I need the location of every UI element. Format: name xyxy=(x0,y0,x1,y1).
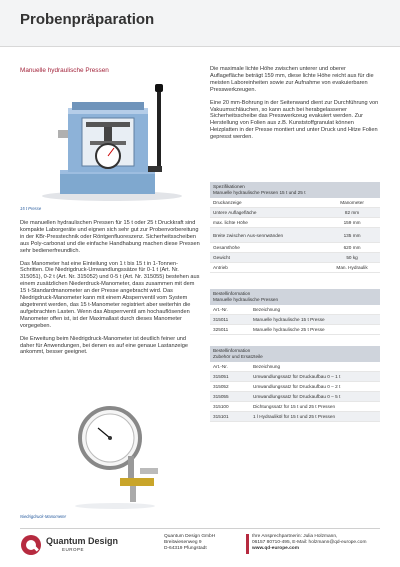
table-row xyxy=(210,208,380,218)
accessories-table-title: Bestellinformation xyxy=(213,348,251,353)
left-paragraph-3: Die Erweitung beim Niedrigdruck-Manometer ist deutlich feiner und daher für Anwendungen, bei denen es auf eine genaue Lastanzeige ankommt, besser geeignet. xyxy=(20,335,188,356)
footer-divider xyxy=(20,528,380,529)
spec-table-header xyxy=(210,182,380,198)
gauge-caption: Niedrigdruck-Manometer xyxy=(20,514,67,519)
order-table xyxy=(210,289,380,335)
article-description: Manuelle hydraulische 25 t Presse xyxy=(250,325,380,335)
right-paragraph-1: Die maximale lichte Höhe zwischen unterer und oberer Auflagefläche beträgt 159 mm, diese lichte Höhe reicht aus für die meisten Laboreinheiten sowie zur Aufnahme von evakuierbaren Presswerkzeugen. xyxy=(210,66,374,93)
contact-line: 06157 80710-495, E-Mail: holzmann@qd-europe.com xyxy=(252,540,367,546)
website-link[interactable]: www.qd-europe.com xyxy=(252,546,299,552)
spec-table-subtitle: Manuelle hydraulische Pressen 15 t und 25 t xyxy=(213,190,306,195)
logo-text: Quantum Design xyxy=(46,536,119,546)
left-paragraph-1: Die manuellen hydraulischen Pressen für 15 t oder 25 t Druckkraft sind kompakte Laborgeräte und eignen sich sehr gut zur Probenvorbereitung in der KBr-Presstechnik oder Röntgenfluoreszenz. Sicherheitsscheiben aus Poly-carbonat und die einfache Handhabung machen diese Pressen sehr bedienerfreundlich. xyxy=(20,220,200,254)
article-description: Umwandlungssatz für Druckaufbau 0 – 5 t xyxy=(250,392,380,402)
column-header: Art.-Nr. xyxy=(210,362,250,372)
table-row xyxy=(210,372,380,382)
table-header-row xyxy=(210,362,380,372)
spec-label: Untere Auflagefläche xyxy=(210,208,324,218)
table-row xyxy=(210,218,380,228)
article-description: Manuelle hydraulische 15 t Presse xyxy=(250,315,380,325)
table-row xyxy=(210,392,380,402)
right-body-text xyxy=(210,66,380,147)
table-header-row xyxy=(210,305,380,315)
photo-caption: 15 t Presse xyxy=(20,206,42,211)
order-table-subtitle: Manuelle hydraulische Pressen xyxy=(213,297,279,302)
logo-icon xyxy=(20,534,42,556)
page-title: Probenpräparation xyxy=(20,11,155,28)
article-number: 315100 xyxy=(210,402,250,412)
spec-table-title: Spezifikationen xyxy=(213,184,245,189)
column-header: Bezeichnung xyxy=(250,362,380,372)
table-row xyxy=(210,402,380,412)
article-description: 1 l Hydrauliköl für 15 t und 25 t Pressen xyxy=(250,412,380,422)
spec-label: max. lichte Höhe xyxy=(210,218,324,228)
section-title: Manuelle hydraulische Pressen xyxy=(20,67,109,74)
spec-value: 159 mm xyxy=(324,218,380,228)
right-paragraph-2: Eine 20 mm-Bohrung in der Seitenwand dient zur Durchführung von Vakuumschläuchen, so kann auch bei herabgelassener Sicherheitsscheibe das Presswerkzeug evakuiert werden. Zur Herstellung von Folien aus z.B. Kunststoffgranulat können Heizplatten in der Presse montiert und unter Druck und Hitze Folien gepresst werden. xyxy=(210,99,379,141)
table-row xyxy=(210,315,380,325)
article-number: 315055 xyxy=(210,392,250,402)
table-row xyxy=(210,412,380,422)
column-header: Bezeichnung xyxy=(250,305,380,315)
spec-table xyxy=(210,182,380,273)
contact-line: Ihre Ansprechpartnerin: Julia Holzmann, xyxy=(252,534,338,539)
article-number: 315051 xyxy=(210,372,250,382)
spec-value: Manometer xyxy=(324,198,380,208)
table-row xyxy=(210,263,380,273)
spec-label: Druckanzeige xyxy=(210,198,324,208)
table-row xyxy=(210,382,380,392)
gauge-photo xyxy=(60,398,170,510)
left-body-text xyxy=(20,220,200,362)
table-row xyxy=(210,243,380,253)
table-row xyxy=(210,228,380,243)
company-address xyxy=(164,534,215,553)
spec-label: Breite zwischen Aus-sennwänden xyxy=(210,228,324,243)
left-paragraph-2: Das Manometer hat eine Einteilung von 1 t bis 15 t in 1-Tonnen-Schritten. Die Niedrigdruck-Umwandlungssätze für 0-1 t (Art. Nr. 315051), 0-2 t (Art. Nr. 315052) und 0-5 t (Art. Nr. 315055) bestehen aus einem zusätzlichen Niederdruck-Manometer, dass zusammen mit dem 15 t-Standardmanometer an der Presse angebracht wird. Das Niedrigdruck-Manometer kann mit einem Absperrventil vom System abgetrennt werden, das 15 t-Manometer registriert aber weiterhin die aufgebrachten Lasten. Wenn das Absperrventil am hochauflösenden Manometer offen ist, ist der Maximallast durch dieses Manometer vorgegeben. xyxy=(20,260,200,329)
address-line: Breitwiesenweg 9 xyxy=(164,540,202,546)
article-number: 315101 xyxy=(210,412,250,422)
article-description: Dichtungssatz für 15 t und 25 t Pressen xyxy=(250,402,380,412)
table-row xyxy=(210,253,380,263)
company-logo xyxy=(20,533,140,557)
spec-value: 82 mm xyxy=(324,208,380,218)
contact-info xyxy=(252,534,366,553)
order-table-header xyxy=(210,289,380,305)
article-number: 325011 xyxy=(210,325,250,335)
logo-subtext: EUROPE xyxy=(62,547,85,552)
spec-label: Antrieb xyxy=(210,263,324,273)
spec-value: 135 mm xyxy=(324,228,380,243)
order-table-title: Bestellinformation xyxy=(213,291,251,296)
address-line: Quantum Design GmbH xyxy=(164,534,216,539)
spec-value: 50 kg xyxy=(324,253,380,263)
spec-value: 620 mm xyxy=(324,243,380,253)
accessories-table-subtitle: Zubehör und Ersatzteile xyxy=(213,354,263,359)
article-number: 315011 xyxy=(210,315,250,325)
article-description: Umwandlungssatz für Druckaufbau 0 – 2 t xyxy=(250,382,380,392)
article-description: Umwandlungssatz für Druckaufbau 0 – 1 t xyxy=(250,372,380,382)
spec-value: Man. Hydraulik xyxy=(324,263,380,273)
accessories-table xyxy=(210,346,380,422)
table-row xyxy=(210,325,380,335)
contact-accent-bar xyxy=(246,534,249,554)
press-photo xyxy=(20,78,200,203)
accessories-table-header xyxy=(210,346,380,362)
article-number: 315052 xyxy=(210,382,250,392)
address-line: D-64319 Pfungstadt xyxy=(164,546,207,552)
spec-label: Gewicht xyxy=(210,253,324,263)
spec-label: Gesamthöhe xyxy=(210,243,324,253)
column-header: Art.-Nr. xyxy=(210,305,250,315)
table-row xyxy=(210,198,380,208)
